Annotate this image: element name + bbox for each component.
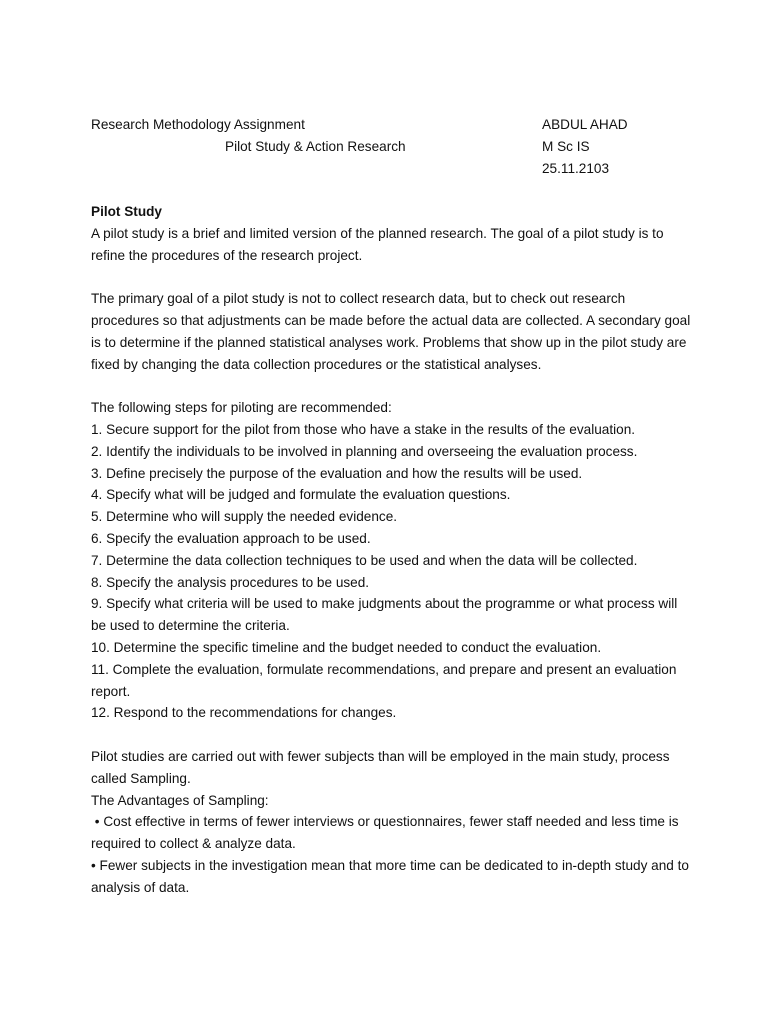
document-subtitle: Pilot Study & Action Research [225, 139, 406, 154]
paragraph-gap [91, 266, 691, 288]
list-item: 4. Specify what will be judged and formulate the evaluation questions. [91, 487, 511, 503]
document-date: 25.11.2103 [542, 160, 610, 176]
document-body [91, 201, 691, 899]
list-item: 2. Identify the individuals to be involved in planning and overseeing the evaluation process. [91, 443, 638, 459]
list-item: 1. Secure support for the pilot from those who have a stake in the results of the evaluation. [91, 421, 636, 437]
steps-intro: The following steps for piloting are recommended: [91, 400, 392, 416]
author-block [542, 114, 628, 179]
paragraph-gap [91, 375, 691, 397]
list-item: 12. Respond to the recommendations for changes. [91, 705, 397, 721]
list-item: 8. Specify the analysis procedures to be used. [91, 574, 370, 590]
author-program: M Sc IS [542, 138, 590, 154]
bullet-item: • Cost effective in terms of fewer interviews or questionnaires, fewer staff needed and less time is required to collect & analyze data. [91, 814, 683, 852]
paragraph-sampling: Pilot studies are carried out with fewer subjects than will be employed in the main study, process called Sampling. [91, 748, 670, 786]
list-item: 11. Complete the evaluation, formulate recommendations, and prepare and present an evaluation report. [91, 661, 677, 699]
author-name: ABDUL AHAD [542, 117, 628, 132]
section-heading: Pilot Study [91, 204, 162, 219]
steps-list [91, 419, 691, 724]
list-item: 6. Specify the evaluation approach to be used. [91, 530, 371, 546]
bullet-item: • Fewer subjects in the investigation mean that more time can be dedicated to in-depth study and to analysis of data. [91, 857, 689, 895]
paragraph-gap [91, 724, 691, 746]
list-item: 7. Determine the data collection techniques to be used and when the data will be collected. [91, 552, 638, 568]
list-item: 5. Determine who will supply the needed evidence. [91, 509, 398, 525]
advantages-heading: The Advantages of Sampling: [91, 792, 269, 808]
document-header [0, 114, 768, 180]
list-item: 10. Determine the specific timeline and the budget needed to conduct the evaluation. [91, 639, 602, 655]
list-item: 9. Specify what criteria will be used to make judgments about the programme or what process will be used to determine the criteria. [91, 596, 678, 634]
list-item: 3. Define precisely the purpose of the evaluation and how the results will be used. [91, 465, 583, 481]
document-title: Research Methodology Assignment [91, 117, 305, 132]
paragraph-intro: A pilot study is a brief and limited version of the planned research. The goal of a pilot study is to refine the procedures of the research project. [91, 225, 664, 263]
paragraph-goal: The primary goal of a pilot study is not to collect research data, but to check out research procedures so that adjustments can be made before the actual data are collected. A secondary goal is to determine if the planned statistical analyses work. Problems that show up in the pilot study are fixed by changing the data collection procedures or the statistical analyses. [91, 291, 691, 372]
